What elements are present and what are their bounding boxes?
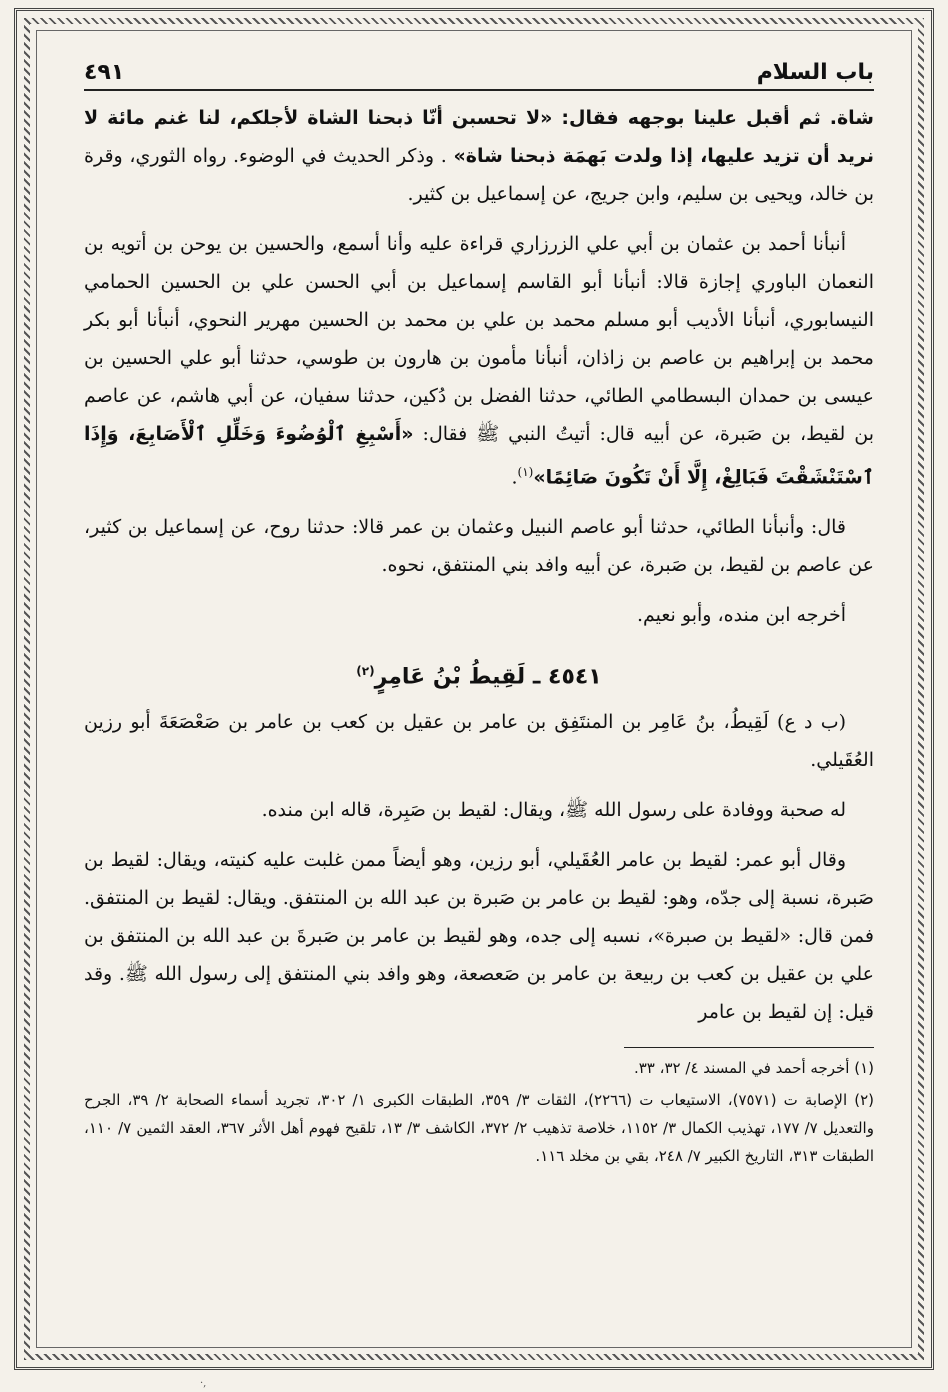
footnote-ref-1[interactable]: (١) [517,465,534,479]
paragraph-text: وقال أبو عمر: لقيط بن عامر العُقَيلي، أبو رزين، وهو أيضاً ممن غلبت عليه كنيته، ويقال: لقيط بن صَبرة، نسبة إلى جدّه، وهو: لقيط بن عامر بن صَبرة بن عبد الله بن المنتفق. ويقال: لقيط بن المنتفق. فمن قال: «لقيط بن صبرة»، نسبه إلى جده، وهو لقيط بن عامر بن صَبرةَ بن عبد الله بن المنتفق بن علي بن عقيل بن كعب بن ربيعة بن عامر بن صَعصعة، وهو وافد بني المنتفق إلى رسول الله ﷺ. وقد قيل: إن لقيط بن عامر [84,848,874,1023]
footnote-2: (٢) الإصابة ت (٧٥٧١)، الاستيعاب ت (٢٢٦٦)، الثقات ٣/ ٣٥٩، الطبقات الكبرى ١/ ٣٠٢، تجريد أسماء الصحابة ٢/ ٣٩، الجرح والتعديل ٧/ ١٧٧، تهذيب الكمال ٣/ ١١٥٢، خلاصة تذهيب ٢/ ٣٧٢، الكاشف ٣/ ١٣، تلقيح فهوم أهل الأثر ٣٦٧، العقد الثمين ٧/ ١١٠، الطبقات ٣١٣، التاريخ الكبير ٧/ ٢٤٨، بقي بن مخلد ١١٦. [84,1090,874,1165]
footnotes [84,1054,874,1170]
paragraph-1 [84,99,874,213]
paragraph-text: . وذكر الحديث في الوضوء. رواه الثوري، وقرة بن خالد، ويحيى بن سليم، وابن جريج، عن إسماعيل بن كثير. [84,145,874,205]
page-number: ٤٩١ [84,60,125,85]
entry-paragraph-3 [84,841,874,1031]
chapter-title: باب السلام [756,60,874,85]
entry-paragraph-1 [84,703,874,779]
entry-title: ٤٥٤١ ـ لَقِيطُ بْنُ عَامِرٍ [374,664,602,690]
footnote-separator [624,1047,874,1048]
body-text [84,99,874,1031]
paragraph-2: أنبأنا أحمد بن عثمان بن أبي علي الزرزاري قراءة عليه وأنا أسمع، والحسين بن يوحن بن أتويه بن النعمان الباوري إجازة قالا: أنبأنا أبو القاسم إسماعيل بن أبي الحسن علي بن الحسين الحمامي النيسابوري، أنبأنا الأديب أبو مسلم محمد بن علي بن محمد بن الحسين مهرير النحوي، أنبأنا أبو بكر محمد بن إبراهيم بن عاصم بن زاذان، أنبأنا مأمون بن هارون بن طوسي، حدثنا أبو علي الحسين بن عيسى بن حمدان البسطامي الطائي، حدثنا الفضل بن دُكين، حدثنا سفيان، عن أبي هاشم، عن عاصم بن لقيط، بن صَبرة، عن أبيه قال: أتيتُ النبي ﷺ فقال: «أَسْبِغِ ٱلْوُضُوءَ وَخَلِّلِ ٱلْأَصَابِعَ، وَإِذَا ٱسْتَنْشَقْتَ فَبَالِغْ، إِلَّا أَنْ تَكُونَ صَائِمًا»$^{(١)}$. [84,233,874,489]
entry-heading [84,652,874,696]
footnote-1: (١) أخرجه أحمد في المسند ٤/ ٣٢، ٣٣. [633,1058,874,1077]
hadith-quote: شاة. ثم أقبل علينا بوجهه فقال: «لا تحسبن أنّا ذبحنا الشاة لأجلكم، لنا غنم مائة لا نريد أن تزيد عليها، إذا ولدت بَهمَة ذبحنا شاة» [84,107,874,167]
paragraph-text: أخرجه ابن منده، وأبو نعيم. [636,604,846,627]
entry-paragraph-2 [84,791,874,829]
paragraph-4 [84,596,874,634]
footnote-ref-2[interactable]: (٢) [356,664,375,679]
paragraph-text: له صحبة ووفادة على رسول الله ﷺ، ويقال: لقيط بن صَبِرة، قاله ابن منده. [261,798,846,821]
isnad-text: أنبأنا أحمد بن عثمان بن أبي علي الزرزاري قراءة عليه وأنا أسمع، والحسين بن يوحن بن أتويه بن النعمان الباوري إجازة قالا: أنبأنا أبو القاسم إسماعيل بن أبي الحسن علي بن الحسين الحمامي النيسابوري، أنبأنا الأديب أبو مسلم محمد بن علي بن محمد بن الحسين مهرير النحوي، أنبأنا أبو بكر محمد بن إبراهيم بن عاصم بن زاذان، أنبأنا مأمون بن هارون بن طوسي، حدثنا أبو علي الحسين بن عيسى بن حمدان البسطامي الطائي، حدثنا الفضل بن دُكين، حدثنا سفيان، عن أبي هاشم، عن عاصم بن لقيط، بن صَبرة، عن أبيه قال: أتيتُ النبي ﷺ فقال: [84,233,874,445]
paragraph-text: قال: وأنبأنا الطائي، حدثنا أبو عاصم النبيل وعثمان بن عمر قالا: حدثنا روح، عن إسماعيل بن كثير، عن عاصم بن لقيط، بن صَبرة، عن أبيه وافد بني المنتفق، نحوه. [84,516,874,577]
running-header [84,60,874,91]
scan-mark: ·, [200,1378,207,1389]
book-page [84,60,874,1330]
hadith-quote: «أَسْبِغِ ٱلْوُضُوءَ وَخَلِّلِ ٱلْأَصَابِعَ، وَإِذَا ٱسْتَنْشَقْتَ فَبَالِغْ، إِلَّا أَنْ تَكُونَ صَائِمًا» [84,423,874,489]
paragraph-text: (ب د ع) لَقِيطُ، بنُ عَامِر بن المنتَفِق بن عامر بن عقيل بن كعب بن عامر بن صَعْصَعَةَ أبو رزين العُقَيلي. [84,710,874,771]
paragraph-3 [84,508,874,584]
